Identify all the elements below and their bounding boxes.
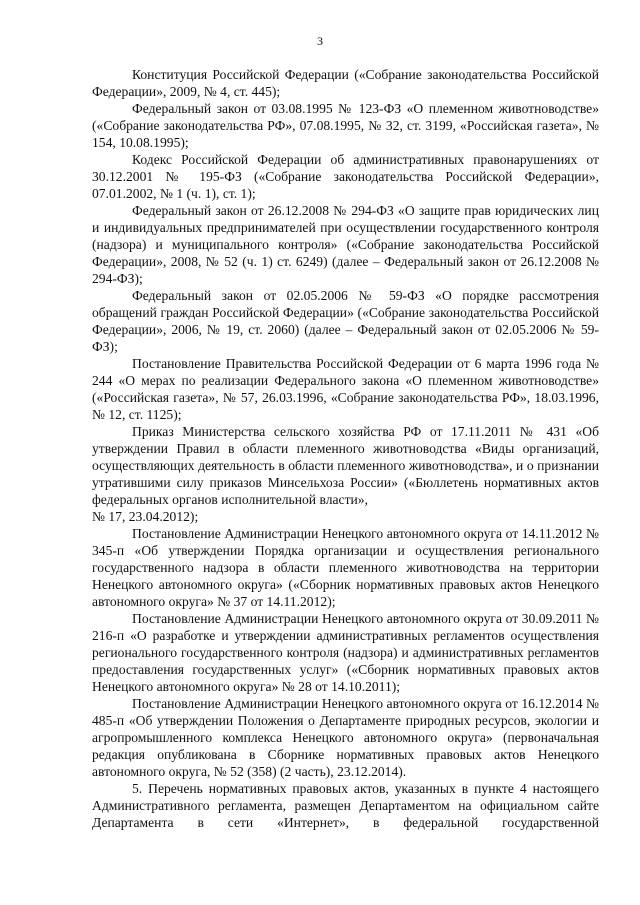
paragraph-decree-485-p: Постановление Администрации Ненецкого автономного округа от 16.12.2014 № 485-п «Об утверждении Положения о Департаменте природных ресурсов, экологии и агропромышленного комплекса Ненецкого автономного округа» (первоначальная редакция опубликована в Сборнике нормативных правовых актов Ненецкого автономного округа, № 52 (358) (2 часть), 23.12.2014). <box>92 696 599 779</box>
paragraph-constitution: Конституция Российской Федерации («Собрание законодательства Российской Федерации», 2009, № 4, ст. 445); <box>92 67 599 99</box>
paragraph-law-294-fz: Федеральный закон от 26.12.2008 № 294-ФЗ «О защите прав юридических лиц и индивидуальных предпринимателей при осуществлении государственного контроля (надзора) и муниципального контроля» («Собрание законодательства Российской Федерации», 2008, № 52 (ч. 1) ст. 6249) (далее – Федеральный закон от 26.12.2008 № 294-ФЗ); <box>92 203 599 286</box>
paragraph-law-59-fz: Федеральный закон от 02.05.2006 № 59-ФЗ «О порядке рассмотрения обращений граждан Российской Федерации» («Собрание законодательства Российской Федерации», 2006, № 19, ст. 2060) (далее – Федеральный закон от 02.05.2006 № 59-ФЗ); <box>92 288 599 354</box>
paragraph-decree-216-p: Постановление Администрации Ненецкого автономного округа от 30.09.2011 № 216-п «О разработке и утверждении административных регламентов осуществления регионального государственного контроля (надзора) и административных регламентов предоставления государственных услуг» («Сборник нормативных правовых актов Ненецкого автономного округа» № 28 от 14.10.2011); <box>92 611 599 694</box>
paragraph-ministry-order-431: Приказ Министерства сельского хозяйства РФ от 17.11.2011 № 431 «Об утверждении Правил в области племенного животноводства «Виды организаций, осуществляющих деятельность в области племенного животноводства», и о признании утратившими силу приказов Минсельхоза России» («Бюллетень нормативных актов федеральных органов исполнительной власти», № 17, 23.04.2012); <box>92 424 599 524</box>
paragraph-item-5: 5. Перечень нормативных правовых актов, указанных в пункте 4 настоящего Административного регламента, размещен Департаментом на официальном сайте Департамента в сети «Интернет», в федеральной государственной <box>92 781 599 830</box>
paragraph-decree-345-p: Постановление Администрации Ненецкого автономного округа от 14.11.2012 № 345-п «Об утверждении Порядка организации и осуществления регионального государственного надзора в области племенного животноводства на территории Ненецкого автономного округа» («Сборник нормативных правовых актов Ненецкого автономного округа» № 37 от 14.11.2012); <box>92 526 599 609</box>
paragraph-koap: Кодекс Российской Федерации об административных правонарушениях от 30.12.2001 № 195-ФЗ («Собрание законодательства Российской Федерации», 07.01.2002, № 1 (ч. 1), ст. 1); <box>92 152 599 201</box>
page-number: 3 <box>317 34 323 48</box>
paragraph-law-123-fz: Федеральный закон от 03.08.1995 № 123-ФЗ «О племенном животноводстве» («Собрание законодательства РФ», 07.08.1995, № 32, ст. 3199, «Российская газета», № 154, 10.08.1995); <box>92 101 599 150</box>
paragraph-government-decree-244: Постановление Правительства Российской Федерации от 6 марта 1996 года № 244 «О мерах по реализации Федерального закона «О племенном животноводстве» («Российская газета», № 57, 26.03.1996, «Собрание законодательства РФ», 18.03.1996, № 12, ст. 1125); <box>92 356 599 422</box>
document-body <box>92 66 599 831</box>
